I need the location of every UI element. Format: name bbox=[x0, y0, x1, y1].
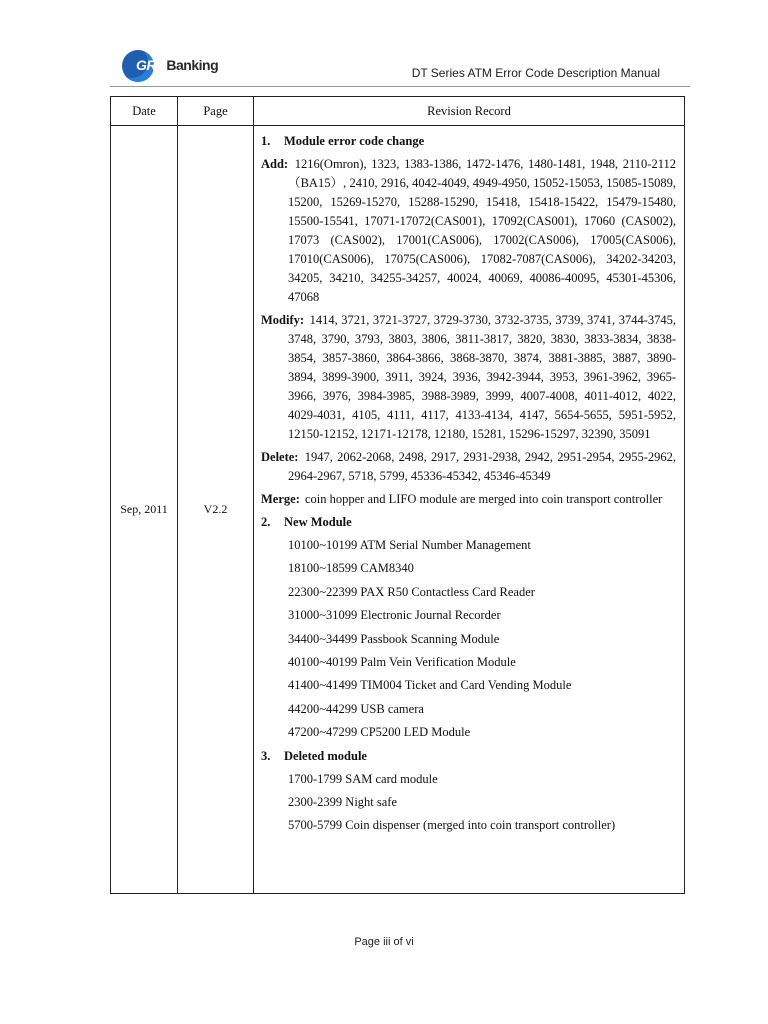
header-date: Date bbox=[111, 97, 178, 126]
delete-codes: Delete: 1947, 2062-2068, 2498, 2917, 2931-2938, 2942, 2951-2954, 2955-2962, 2964-2967, 5718, 5799, 45336-45342, 45346-45349 bbox=[261, 450, 676, 483]
list-item: 31000~31099 Electronic Journal Recorder bbox=[288, 608, 501, 623]
document-title: DT Series ATM Error Code Description Manual bbox=[411, 66, 660, 80]
section-deleted-module bbox=[261, 747, 676, 836]
list-item: 40100~40199 Palm Vein Verification Module bbox=[288, 654, 516, 669]
list-item: 5700-5799 Coin dispenser (merged into coin transport controller) bbox=[288, 818, 616, 833]
modify-codes: Modify: 1414, 3721, 3721-3727, 3729-3730, 3732-3735, 3739, 3741, 3744-3745, 3748, 3790, 3793, 3803, 3806, 3811-3817, 3820, 3830, 3833-3834, 3838-3854, 3857-3860, 3864-3866, 3868-3870, 3874, 3881-3885, 3887, 3890-3894, 3899-3900, 3911, 3924, 3936, 3942-3944, 3953, 3961-3962, 3965-3966, 3976, 3984-3985, 3988-3989, 3999, 4007-4008, 4011-4012, 4022, 4029-4031, 4105, 4111, 4117, 4133-4134, 4147, 5654-5655, 5951-5952, 12150-12152, 12171-12178, 12180, 15281, 15296-15297, 32390, 35091 bbox=[261, 313, 677, 441]
table-header-row bbox=[111, 97, 685, 126]
revision-date: Sep, 2011 bbox=[111, 126, 178, 894]
list-item: 2300-2399 Night safe bbox=[288, 794, 398, 809]
list-item: 34400~34499 Passbook Scanning Module bbox=[288, 631, 500, 646]
list-item: 44200~44299 USB camera bbox=[288, 701, 424, 716]
section-new-module bbox=[261, 513, 676, 742]
add-codes: Add: 1216(Omron), 1323, 1383-1386, 1472-1476, 1480-1481, 1948, 2110-2112（BA15）, 2410, 2916, 4042-4049, 4949-4950, 15052-15053, 15085-15089, 15200, 15269-15270, 15288-15290, 15418, 15418-15422, 15479-15480, 15500-15541, 17071-17072(CAS001), 17092(CAS001), 17060 (CAS002), 17073 (CAS002), 17001(CAS006), 17002(CAS006), 17005(CAS006), 17010(CAS006), 17075(CAS006), 17082-7087(CAS006), 34202-34203, 34205, 34210, 34255-34257, 40024, 40069, 40086-40095, 45301-45306, 47068 bbox=[261, 157, 676, 304]
revision-record-cell bbox=[254, 126, 685, 894]
header-divider bbox=[110, 86, 690, 87]
grg-banking-logo bbox=[122, 50, 222, 82]
list-item: 22300~22399 PAX R50 Contactless Card Reader bbox=[288, 584, 535, 599]
section-heading: 3. Deleted module bbox=[261, 748, 367, 763]
section-module-error-code-change bbox=[261, 132, 676, 509]
list-item: 10100~10199 ATM Serial Number Management bbox=[288, 538, 531, 552]
page-number: Page iii of vi bbox=[354, 936, 414, 948]
table-row bbox=[111, 126, 685, 894]
section-heading: 2. New Module bbox=[261, 515, 352, 529]
list-item: 1700-1799 SAM card module bbox=[288, 771, 438, 786]
list-item: 47200~47299 CP5200 LED Module bbox=[288, 725, 471, 740]
list-item: 18100~18599 CAM8340 bbox=[288, 561, 414, 576]
list-item: 41400~41499 TIM004 Ticket and Card Vending Module bbox=[288, 678, 572, 693]
header-page: Page bbox=[178, 97, 254, 126]
section-heading: 1. Module error code change bbox=[261, 134, 425, 148]
page-header bbox=[110, 46, 685, 86]
revision-table bbox=[110, 96, 685, 894]
logo-grg-text: GRG bbox=[136, 57, 167, 73]
logo-banking-text: Banking bbox=[166, 57, 219, 73]
merge-note: Merge: coin hopper and LIFO module are merged into coin transport controller bbox=[261, 492, 663, 506]
revision-version: V2.2 bbox=[178, 126, 254, 894]
header-revision-record: Revision Record bbox=[254, 97, 685, 126]
